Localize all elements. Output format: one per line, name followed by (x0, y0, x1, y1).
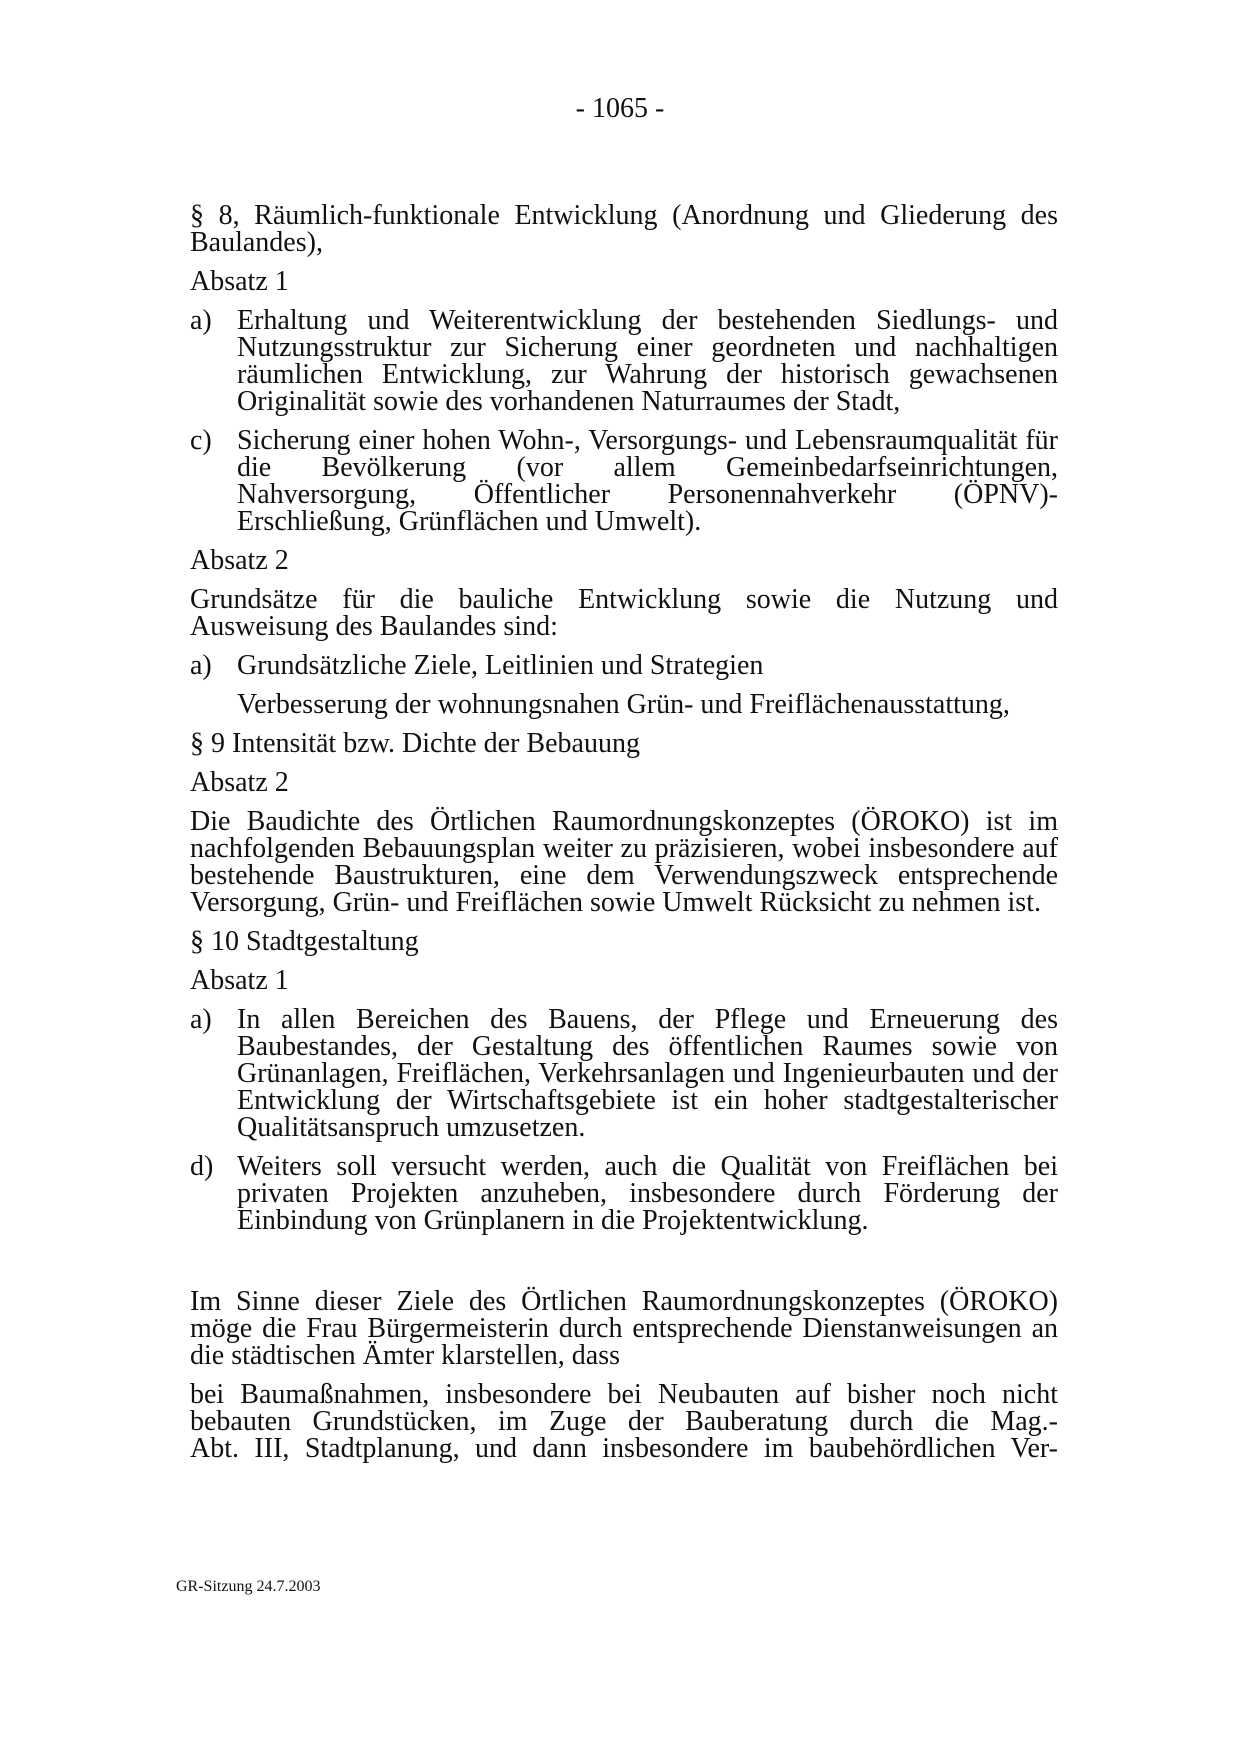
section-10-item-a (190, 1006, 1058, 1141)
section-9-absatz-2-label: Absatz 2 (190, 767, 289, 798)
section-10-heading: § 10 Stadtgestaltung (190, 926, 419, 957)
closing-paragraph-2-line-1: bei Baumaßnahmen, insbesondere bei Neubauten auf bisher noch nicht bebauten Grundstücken, im Zuge der Bauberatung durch die Mag.- (190, 1379, 1058, 1437)
page-footer: GR-Sitzung 24.7.2003 (176, 1578, 321, 1595)
section-8-absatz-2-item-a (190, 652, 1058, 679)
item-label: c) (190, 425, 212, 456)
section-9-heading: § 9 Intensität bzw. Dichte der Bebauung (190, 728, 640, 759)
item-label: a) (190, 305, 212, 336)
item-label: a) (190, 650, 212, 681)
section-8-absatz-1-item-c (190, 427, 1058, 535)
page-number: - 1065 - (575, 93, 665, 124)
section-8-absatz-2-intro: Grundsätze für die bauliche Entwicklung sowie die Nutzung und Ausweisung des Baulandes sind: (190, 584, 1058, 642)
item-label: a) (190, 1004, 212, 1035)
section-8-absatz-1-label: Absatz 1 (190, 266, 289, 297)
section-10-item-d (190, 1153, 1058, 1234)
section-9-text: Die Baudichte des Örtlichen Raumordnungskonzeptes (ÖROKO) ist im nachfolgenden Bebauungsplan weiter zu präzisieren, wobei insbesondere auf bestehende Baustrukturen, eine dem Verwendungszweck entsprechende Versorgung, Grün- und Freiflächen sowie Umwelt Rücksicht zu nehmen ist. (190, 806, 1058, 918)
section-8-absatz-2-label: Absatz 2 (190, 545, 289, 576)
item-text: Grundsätzliche Ziele, Leitlinien und Strategien (237, 650, 764, 681)
closing-paragraph-2-line-2: Abt. III, Stadtplanung, und dann insbesondere im baubehördlichen Ver- (190, 1433, 1058, 1464)
section-8-absatz-1-item-a (190, 307, 1058, 415)
section-10-absatz-1-label: Absatz 1 (190, 965, 289, 996)
item-text: In allen Bereichen des Bauens, der Pflege und Erneuerung des Baubestandes, der Gestaltung des öffentlichen Raumes sowie von Grünanlagen, Freiflächen, Verkehrsanlagen und Ingenieurbauten und der Entwicklung der Wirtschaftsgebiete ist ein hoher stadtgestalterischer Qualitätsanspruch umzusetzen. (237, 1004, 1058, 1143)
item-text: Sicherung einer hohen Wohn-, Versorgungs- und Lebensraumqualität für die Bevölkerung (vor allem Gemeinbedarfseinrichtungen, Nahversorgung, Öffentlicher Personennahverkehr (ÖPNV)-Erschließung, Grünflächen und Umwelt). (237, 425, 1058, 537)
item-text: Erhaltung und Weiterentwicklung der bestehenden Siedlungs- und Nutzungsstruktur zur Sicherung einer geordneten und nachhaltigen räumlichen Entwicklung, zur Wahrung der historisch gewachsenen Originalität sowie des vorhandenen Naturraumes der Stadt, (237, 305, 1058, 417)
document-body (190, 202, 1058, 1462)
item-label: d) (190, 1151, 214, 1182)
section-8-heading: § 8, Räumlich-funktionale Entwicklung (Anordnung und Gliederung des Baulandes), (190, 200, 1058, 258)
section-8-absatz-2-item-a-detail: Verbesserung der wohnungsnahen Grün- und Freiflächenausstattung, (237, 689, 1010, 720)
closing-paragraph-1: Im Sinne dieser Ziele des Örtlichen Raumordnungskonzeptes (ÖROKO) möge die Frau Bürgermeisterin durch entsprechende Dienstanweisungen an die städtischen Ämter klarstellen, dass (190, 1286, 1058, 1371)
item-text: Weiters soll versucht werden, auch die Qualität von Freiflächen bei privaten Projekten anzuheben, insbesondere durch Förderung der Einbindung von Grünplanern in die Projektentwicklung. (237, 1151, 1058, 1236)
